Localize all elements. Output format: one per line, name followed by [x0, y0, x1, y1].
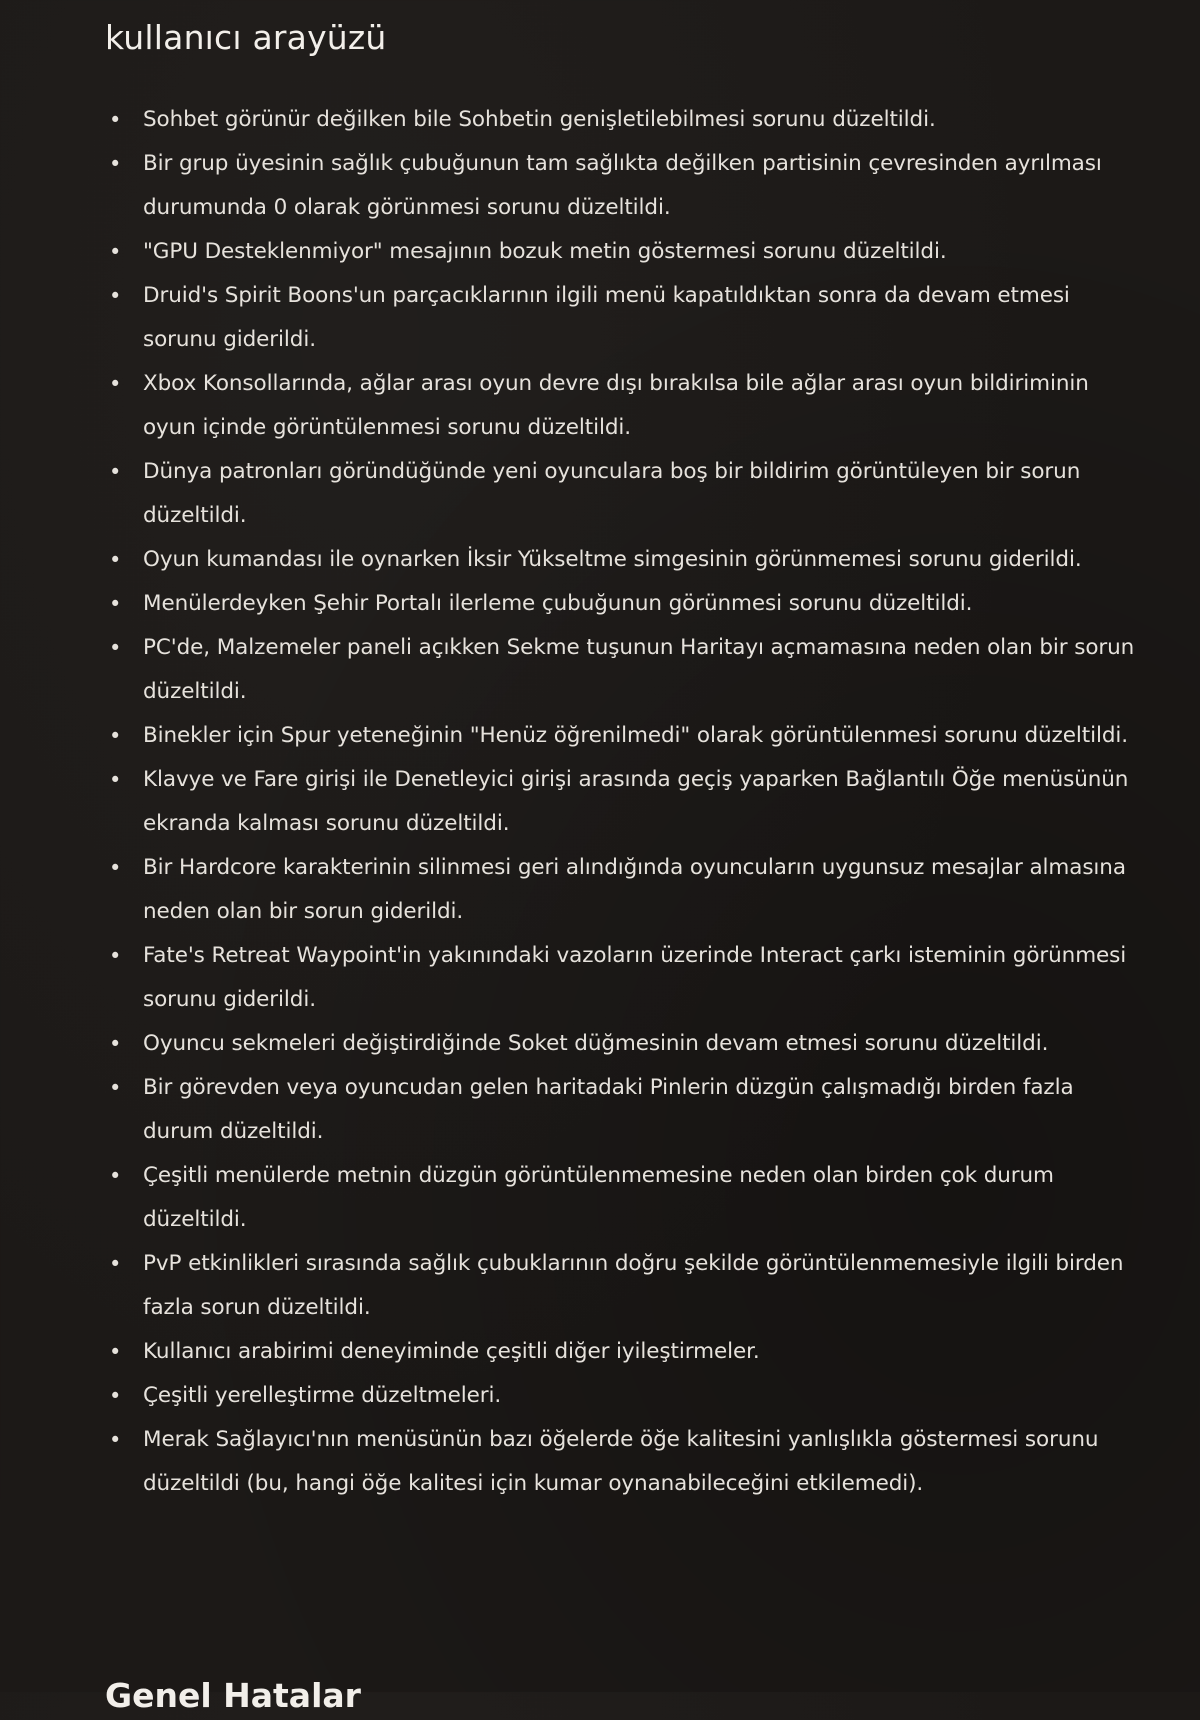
list-item-text: Oyun kumandası ile oynarken İksir Yükseltme simgesinin görünmemesi sorunu giderildi. [143, 547, 1082, 572]
list-item [105, 1374, 1145, 1418]
list-item [105, 274, 1145, 362]
list-item-text: Menülerdeyken Şehir Portalı ilerleme çubuğunun görünmesi sorunu düzeltildi. [143, 591, 973, 616]
bullet-icon: • [109, 1428, 122, 1452]
bullet-icon: • [109, 1164, 122, 1188]
list-item-text: Bir görevden veya oyuncudan gelen haritadaki Pinlerin düzgün çalışmadığı birden fazla durum düzeltildi. [143, 1075, 1074, 1144]
list-item [105, 934, 1145, 1022]
patch-notes-section [105, 14, 1145, 1506]
bullet-icon: • [109, 1032, 122, 1056]
bullet-icon: • [109, 724, 122, 748]
list-item-text: Sohbet görünür değilken bile Sohbetin genişletilebilmesi sorunu düzeltildi. [143, 107, 936, 132]
bullet-icon: • [109, 1384, 122, 1408]
list-item-text: Oyuncu sekmeleri değiştirdiğinde Soket düğmesinin devam etmesi sorunu düzeltildi. [143, 1031, 1049, 1056]
list-item [105, 1154, 1145, 1242]
list-item [105, 1066, 1145, 1154]
patch-notes-list [105, 98, 1145, 1506]
bullet-icon: • [109, 548, 122, 572]
bullet-icon: • [109, 284, 122, 308]
bullet-icon: • [109, 944, 122, 968]
list-item [105, 230, 1145, 274]
list-item [105, 1418, 1145, 1506]
list-item-text: Klavye ve Fare girişi ile Denetleyici girişi arasında geçiş yaparken Bağlantılı Öğe menüsünün ekranda kalması sorunu düzeltildi. [143, 767, 1129, 836]
list-item-text: Xbox Konsollarında, ağlar arası oyun devre dışı bırakılsa bile ağlar arası oyun bildiriminin oyun içinde görüntülenmesi sorunu düzeltildi. [143, 371, 1089, 440]
bullet-icon: • [109, 152, 122, 176]
list-item [105, 1022, 1145, 1066]
bullet-icon: • [109, 856, 122, 880]
list-item-text: Merak Sağlayıcı'nın menüsünün bazı öğelerde öğe kalitesini yanlışlıkla göstermesi sorunu düzeltildi (bu, hangi öğe kalitesi için kumar oynanabileceğini etkilemedi). [143, 1427, 1099, 1496]
list-item [105, 1330, 1145, 1374]
next-section-title: Genel Hatalar [105, 1676, 361, 1715]
list-item-text: Bir Hardcore karakterinin silinmesi geri alındığında oyuncuların uygunsuz mesajlar almasına neden olan bir sorun giderildi. [143, 855, 1126, 924]
list-item-text: PC'de, Malzemeler paneli açıkken Sekme tuşunun Haritayı açmamasına neden olan bir sorun düzeltildi. [143, 635, 1135, 704]
list-item [105, 1242, 1145, 1330]
list-item-text: Çeşitli yerelleştirme düzeltmeleri. [143, 1383, 502, 1408]
list-item [105, 714, 1145, 758]
bullet-icon: • [109, 768, 122, 792]
bullet-icon: • [109, 636, 122, 660]
list-item [105, 450, 1145, 538]
list-item-text: Kullanıcı arabirimi deneyiminde çeşitli diğer iyileştirmeler. [143, 1339, 760, 1364]
list-item-text: "GPU Desteklenmiyor" mesajının bozuk metin göstermesi sorunu düzeltildi. [143, 239, 947, 264]
list-item-text: Druid's Spirit Boons'un parçacıklarının ilgili menü kapatıldıktan sonra da devam etmesi sorunu giderildi. [143, 283, 1070, 352]
list-item [105, 142, 1145, 230]
bullet-icon: • [109, 592, 122, 616]
bullet-icon: • [109, 240, 122, 264]
list-item [105, 582, 1145, 626]
list-item-text: Çeşitli menülerde metnin düzgün görüntülenmemesine neden olan birden çok durum düzeltildi. [143, 1163, 1054, 1232]
list-item [105, 538, 1145, 582]
list-item [105, 362, 1145, 450]
list-item-text: PvP etkinlikleri sırasında sağlık çubuklarının doğru şekilde görüntülenmemesiyle ilgili birden fazla sorun düzeltildi. [143, 1251, 1124, 1320]
bullet-icon: • [109, 108, 122, 132]
bullet-icon: • [109, 1340, 122, 1364]
list-item [105, 758, 1145, 846]
list-item-text: Bir grup üyesinin sağlık çubuğunun tam sağlıkta değilken partisinin çevresinden ayrılması durumunda 0 olarak görünmesi sorunu düzeltildi. [143, 151, 1102, 220]
list-item-text: Fate's Retreat Waypoint'in yakınındaki vazoların üzerinde Interact çarkı isteminin görünmesi sorunu giderildi. [143, 943, 1127, 1012]
section-title: kullanıcı arayüzü [105, 18, 387, 57]
list-item [105, 626, 1145, 714]
bullet-icon: • [109, 460, 122, 484]
bullet-icon: • [109, 1252, 122, 1276]
bullet-icon: • [109, 1076, 122, 1100]
list-item-text: Binekler için Spur yeteneğinin "Henüz öğrenilmedi" olarak görüntülenmesi sorunu düzeltildi. [143, 723, 1128, 748]
list-item [105, 98, 1145, 142]
bullet-icon: • [109, 372, 122, 396]
list-item [105, 846, 1145, 934]
list-item-text: Dünya patronları göründüğünde yeni oyunculara boş bir bildirim görüntüleyen bir sorun düzeltildi. [143, 459, 1081, 528]
